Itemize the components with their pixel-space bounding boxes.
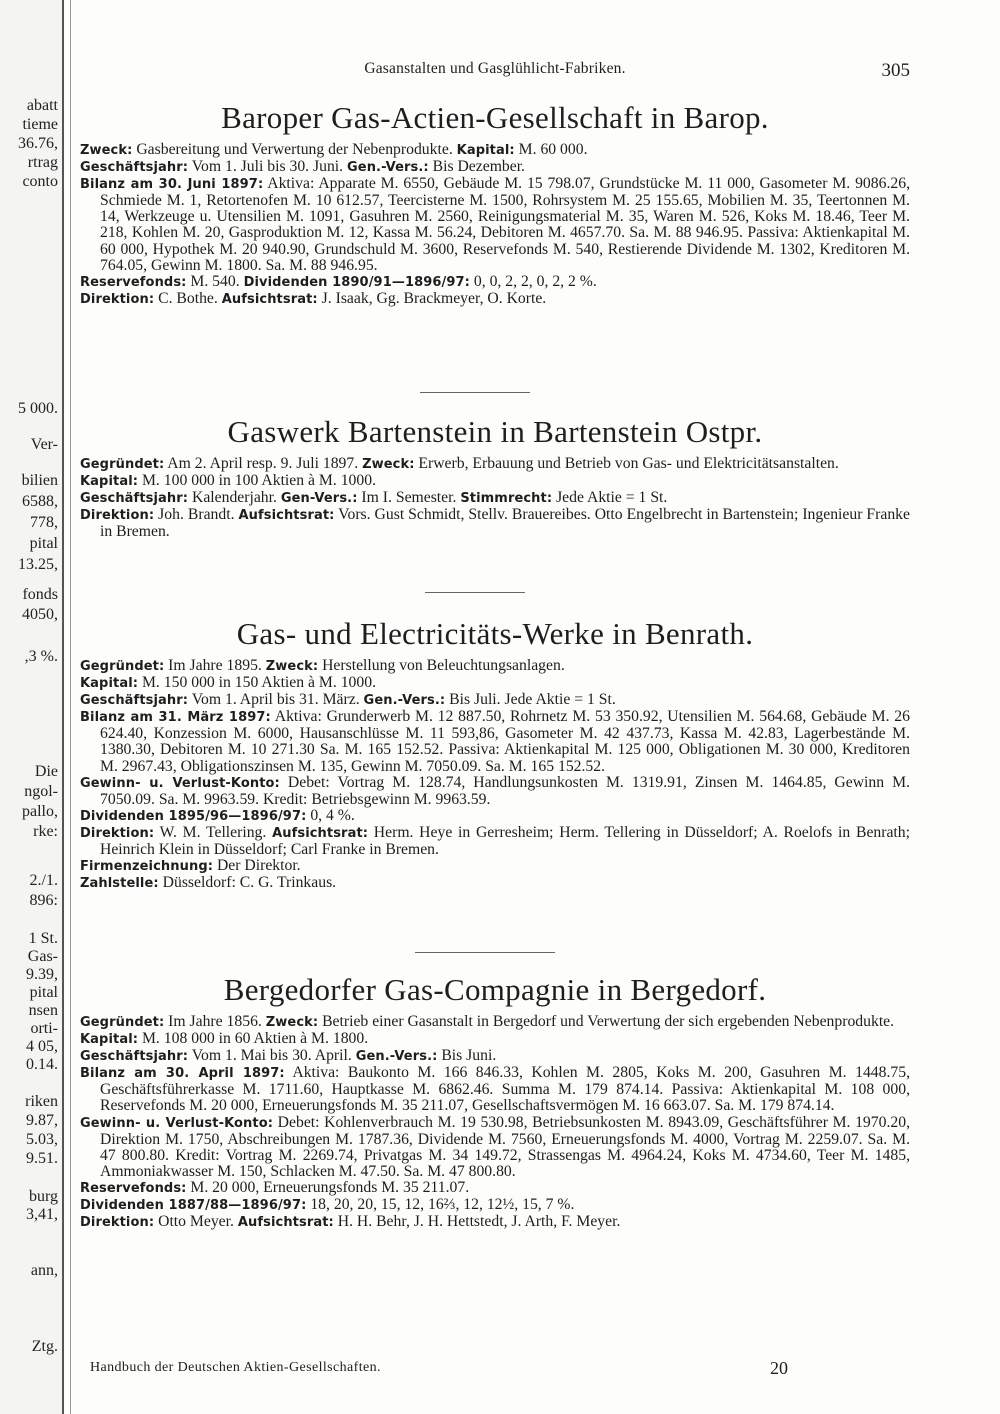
entry-body [80, 456, 910, 540]
gutter-fragment: 896: [29, 892, 58, 909]
field-text: Der Direktor. [213, 857, 301, 875]
field-text: Herm. Heye in Gerresheim; Herm. Tellering in Düsseldorf; A. Roelofs in Benrath; Heinrich Klein in Düsseldorf; Carl Franke in Bremen. [100, 823, 910, 859]
field-label: Direktion: [80, 1215, 155, 1231]
gutter-fragment: 9.87, [26, 1112, 58, 1129]
running-header: Gasanstalten und Gasglühlicht-Fabriken. [364, 60, 626, 77]
field-label: Zweck: [265, 1015, 319, 1030]
gutter-fragment: rtrag [27, 154, 58, 171]
gutter-fragment: 778, [30, 514, 58, 531]
company-title: Baroper Gas-Actien-Gesellschaft in Barop. [221, 100, 769, 135]
gutter-fragment: abatt [26, 97, 58, 114]
field-text: Vom 1. April bis 31. März. [188, 691, 364, 709]
field-label: Direktion: [80, 291, 155, 307]
gutter-fragment: 5 000. [18, 400, 58, 417]
field-text: M. 540. [186, 272, 244, 290]
gutter-fragment: ann, [30, 1262, 58, 1279]
field-label: Dividenden 1895/96—1896/97: [80, 808, 307, 824]
field-text: Erwerb, Erbauung und Betrieb von Gas- und Elektricitätsanstalten. [414, 455, 839, 472]
gutter-fragment: riken [25, 1093, 58, 1110]
field-text: Betrieb einer Gasanstalt in Bergedorf und Verwertung der sich ergebenden Nebenprodukte. [318, 1013, 895, 1030]
entry-body [80, 658, 910, 892]
gutter-fragment: fonds [22, 586, 58, 603]
field-label: Aufsichtsrat: [237, 1215, 334, 1231]
entry-field [80, 159, 910, 176]
section-divider [420, 392, 530, 393]
entry-field [80, 490, 910, 507]
entry-field [80, 875, 910, 892]
field-label: Reservefonds: [80, 1180, 187, 1196]
field-label: Gewinn- u. Verlust-Konto: [80, 775, 280, 791]
gutter-fragment: conto [22, 173, 58, 190]
gutter-fragment: pallo, [22, 803, 58, 820]
field-text: H. H. Behr, J. H. Hettstedt, J. Arth, F. Meyer. [333, 1213, 621, 1231]
gutter-fragment: 0.14. [26, 1056, 58, 1073]
field-label: Geschäftsjahr: [80, 693, 189, 709]
gutter-fragment: Ztg. [31, 1338, 58, 1355]
binding-edge [62, 0, 64, 1414]
entry-body [80, 1014, 910, 1231]
entry-field [80, 456, 910, 473]
field-label: Kapital: [80, 676, 139, 692]
field-text: Aktiva: Baukonto M. 166 846.33, Kohlen M. 2805, Koks M. 200, Gasuhren M. 1448.75, Geschäftsführerkasse M. 1711.60, Hauptkasse M. 6862.46. Summa M. 179 874.14. Passiva: Aktienkapital M. 108 000, Reservefonds M. 20 000, Erneuerungsfonds M. 35 211.07, Gesellschaftsvermögen M. 16 663.07. Sa. M. 179 874.14. [100, 1064, 911, 1115]
field-text: Gasbereitung und Verwertung der Nebenprodukte. [132, 141, 457, 158]
field-label: Aufsichtsrat: [272, 825, 369, 841]
left-margin-fragments [0, 0, 62, 1414]
gutter-fragment: 3,41, [26, 1206, 58, 1223]
field-text: Bis Dezember. [428, 158, 525, 176]
entry-field [80, 291, 910, 308]
entry-field [80, 1048, 910, 1065]
field-label: Direktion: [80, 825, 155, 841]
gutter-fragment: 9.39, [26, 966, 58, 983]
gutter-fragment: bilien [21, 472, 58, 489]
field-text: Herstellung von Beleuchtungsanlagen. [318, 657, 565, 674]
field-label: Bilanz am 30. April 1897: [80, 1066, 285, 1082]
field-label: Aufsichtsrat: [238, 508, 335, 524]
gutter-fragment: 5.03, [26, 1131, 58, 1148]
gutter-fragment: burg [28, 1188, 58, 1205]
entry-field [80, 709, 910, 774]
gutter-fragment: nsen [28, 1002, 58, 1019]
gutter-fragment: 6588, [22, 493, 58, 510]
gutter-fragment: 2./1. [29, 872, 58, 889]
entry-field [80, 507, 910, 540]
field-text: J. Isaak, Gg. Brackmeyer, O. Korte. [317, 289, 547, 307]
entry-body [80, 142, 910, 308]
binding-edge-inner [70, 0, 71, 1414]
field-text: M. 100 000 in 100 Aktien à M. 1000. [138, 472, 376, 490]
field-text: 0, 4 %. [306, 806, 355, 824]
field-text: Im Jahre 1895. [164, 657, 266, 674]
entry-field [80, 176, 910, 274]
field-label: Gen.-Vers.: [347, 160, 429, 176]
company-title: Bergedorfer Gas-Compagnie in Bergedorf. [223, 972, 767, 1007]
field-label: Bilanz am 31. März 1897: [80, 710, 271, 726]
gutter-fragment: rke: [33, 823, 58, 840]
field-label: Bilanz am 30. Juni 1897: [80, 177, 264, 193]
gutter-fragment: 4 05, [26, 1038, 58, 1055]
field-label: Reservefonds: [80, 274, 187, 290]
company-title: Gaswerk Bartenstein in Bartenstein Ostpr. [227, 414, 763, 449]
section-divider [425, 592, 525, 593]
entry-field [80, 1014, 910, 1031]
entry-field [80, 1197, 910, 1214]
field-text: Bis Juli. Jede Aktie = 1 St. [445, 691, 616, 709]
field-text: Im I. Semester. [357, 489, 461, 507]
field-label: Gewinn- u. Verlust-Konto: [80, 1115, 274, 1131]
section-divider [415, 952, 555, 953]
field-text: M. 60 000. [514, 141, 588, 158]
company-title: Gas- und Electricitäts-Werke in Benrath. [236, 616, 754, 651]
field-label: Direktion: [80, 508, 155, 524]
gutter-fragment: orti- [30, 1020, 58, 1037]
entry-field [80, 825, 910, 858]
entry-field [80, 692, 910, 709]
gutter-fragment: tieme [22, 116, 58, 133]
field-label: Stimmrecht: [460, 491, 553, 507]
field-label: Kapital: [80, 474, 139, 490]
entry-field [80, 1065, 910, 1114]
gutter-fragment: 9.51. [26, 1150, 58, 1167]
book-footer: Handbuch der Deutschen Aktien-Gesellschaften. [90, 1360, 381, 1375]
book-page [80, 0, 920, 1414]
field-label: Aufsichtsrat: [221, 291, 318, 307]
page-number: 305 [881, 60, 910, 81]
field-text: Aktiva: Grunderwerb M. 12 887.50, Rohrnetz M. 53 350.92, Utensilien M. 564.68, Gebäude M. 26 624.40, Konzession M. 6000, Hausanschlüsse M. 11 593,86, Gasometer M. 42 437.73, Kassa M. 42.83, Lagerbestände M. 1380.30, Debitoren M. 10 271.30 Sa. M. 165 152.52. Passiva: Aktienkapital M. 125 000, Obligationen M. 30 000, Kreditoren M. 2967.43, Obligationszinsen M. 135, Gewinn M. 7050.09. Sa. M. 165 152.52. [100, 708, 910, 775]
field-text: C. Bothe. [154, 289, 222, 307]
gutter-fragment: Die [34, 763, 58, 780]
field-label: Dividenden 1890/91—1896/97: [243, 274, 470, 290]
field-text: W. M. Tellering. [154, 823, 273, 841]
sheet-signature: 20 [770, 1358, 788, 1378]
field-text: Düsseldorf: C. G. Trinkaus. [158, 874, 337, 892]
field-text: Debet: Vortrag M. 128.74, Handlungsunkosten M. 1319.91, Zinsen M. 1464.85, Gewinn M. 7050.09. Sa. M. 9963.59. Kredit: Betriebsgewinn M. 9963.59. [100, 773, 910, 808]
field-text: Am 2. April resp. 9. Juli 1897. [164, 455, 363, 472]
gutter-fragment: Gas- [27, 948, 58, 965]
entry-field [80, 675, 910, 692]
field-label: Kapital: [80, 1032, 139, 1048]
gutter-fragment: ,3 %. [24, 648, 58, 665]
field-text: M. 20 000, Erneuerungsfonds M. 35 211.07. [186, 1178, 470, 1196]
field-label: Firmenzeichnung: [80, 859, 214, 875]
field-label: Geschäftsjahr: [80, 160, 189, 176]
gutter-fragment: Ver- [30, 436, 58, 453]
field-label: Zweck: [265, 659, 319, 674]
field-text: Vom 1. Mai bis 30. April. [188, 1047, 356, 1065]
entry-field [80, 808, 910, 825]
field-label: Zahlstelle: [80, 876, 159, 892]
field-label: Dividenden 1887/88—1896/97: [80, 1198, 307, 1214]
entry-field [80, 1180, 910, 1197]
field-text: Im Jahre 1856. [164, 1013, 266, 1030]
gutter-fragment: 13.25, [18, 556, 58, 573]
entry-field [80, 1031, 910, 1048]
entry-field [80, 858, 910, 875]
field-text: Vom 1. Juli bis 30. Juni. [188, 158, 348, 176]
entry-field [80, 775, 910, 808]
field-text: M. 150 000 in 150 Aktien à M. 1000. [138, 674, 376, 692]
field-text: 18, 20, 20, 15, 12, 16⅔, 12, 12½, 15, 7 %. [306, 1196, 575, 1214]
field-label: Gegründet: [80, 457, 165, 472]
field-text: Bis Juni. [437, 1047, 497, 1065]
field-text: Otto Meyer. [154, 1213, 238, 1231]
company-entry [80, 414, 910, 540]
field-label: Geschäftsjahr: [80, 1049, 189, 1065]
field-label: Gen.-Vers.: [355, 1049, 438, 1065]
company-entry [80, 972, 910, 1231]
gutter-fragment: 1 St. [28, 930, 58, 947]
field-label: Gegründet: [80, 1015, 165, 1030]
field-label: Gen.-Vers.: [363, 693, 446, 709]
entry-field [80, 473, 910, 490]
company-entry [80, 100, 910, 308]
field-text: Debet: Kohlenverbrauch M. 19 530.98, Betriebsunkosten M. 8943.09, Geschäftsführer M. 1970.20, Direktion M. 1750, Abschreibungen M. 1787.36, Dividende M. 7560, Erneuerungsfonds M. 4000, Vortrag M. 2259.07. Sa. M. 47 800.80. Kredit: Vortrag M. 2269.74, Privatgas M. 34 149.72, Strassengas M. 4964.24, Koks M. 4734.60, Teer M. 1485, Ammoniakwasser M. 150, Schlacken M. 47.50. Sa. M. 47 800.80. [100, 1113, 910, 1180]
gutter-fragment: pital [29, 984, 58, 1001]
field-text: 0, 0, 2, 2, 0, 2, 2 %. [469, 272, 597, 290]
company-entry [80, 616, 910, 892]
field-text: Jede Aktie = 1 St. [552, 489, 668, 507]
field-label: Kapital: [456, 143, 515, 158]
entry-field [80, 1214, 910, 1231]
field-label: Zweck: [80, 143, 133, 158]
gutter-fragment: ngol- [24, 783, 58, 800]
entry-field [80, 274, 910, 291]
field-text: Vors. Gust Schmidt, Stellv. Brauereibes. Otto Engelbrecht in Bartenstein; Ingenieur Franke in Bremen. [100, 506, 910, 541]
field-label: Gen-Vers.: [280, 491, 358, 507]
field-text: Aktiva: Apparate M. 6550, Gebäude M. 15 798.07, Grundstücke M. 11 000, Gasometer M. 9086.26, Schmiede M. 1, Retortenofen M. 10 612.57, Teercisterne M. 1500, Rohrsystem M. 25 155.65, Mobilien M. 35, Teertonnen M. 14, Werkzeuge u. Utensilien M. 1091, Gasuhren M. 2560, Reinigungsmaterial M. 35, Waren M. 526, Koks M. 18.46, Teer M. 218, Kohlen M. 20, Gasproduktion M. 12, Kassa M. 56.24, Debitoren M. 4657.70. Sa. M. 88 946.95. Passiva: Aktienkapital M. 60 000, Hypothek M. 20 940.90, Grundschuld M. 3600, Reservefonds M. 540, Restierende Dividende M. 1302, Kreditoren M. 764.05, Gewinn M. 1800. Sa. M. 88 946.95. [100, 175, 910, 274]
field-label: Geschäftsjahr: [80, 491, 189, 507]
field-text: M. 108 000 in 60 Aktien à M. 1800. [138, 1030, 369, 1048]
entry-field [80, 658, 910, 675]
field-text: Joh. Brandt. [154, 506, 239, 524]
field-text: Kalenderjahr. [188, 489, 281, 507]
gutter-fragment: 4050, [22, 606, 58, 623]
entry-field [80, 1115, 910, 1180]
field-label: Zweck: [362, 457, 415, 472]
field-label: Gegründet: [80, 659, 165, 674]
entry-field [80, 142, 910, 159]
gutter-fragment: pital [29, 535, 58, 552]
gutter-fragment: 36.76, [18, 135, 58, 152]
